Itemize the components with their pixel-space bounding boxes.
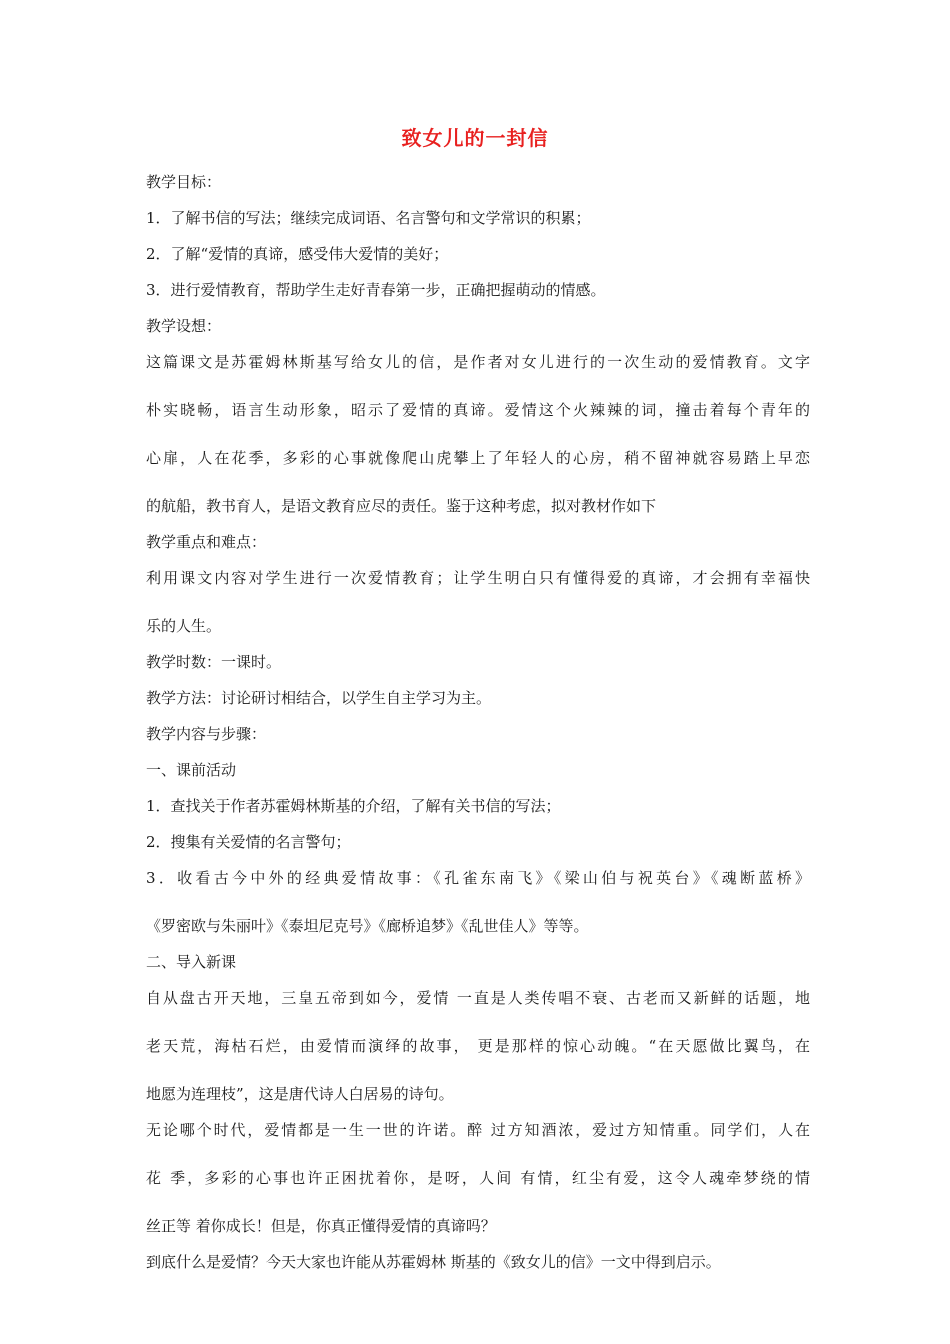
- paragraph-line: 3．收看古今中外的经典爱情故事：《孔雀东南飞》《梁山伯与祝英台》《魂断蓝桥》: [146, 869, 810, 887]
- paragraph-line: 这篇课文是苏霍姆林斯基写给女儿的信，是作者对女儿进行的一次生动的爱情教育。文字: [146, 353, 810, 371]
- paragraph-line: 丝正等 着你成长！但是，你真正懂得爱情的真谛吗？: [146, 1217, 496, 1235]
- goal-item-2: 2．了解“爱情的真谛，感受伟大爱情的美好；: [146, 245, 449, 263]
- paragraph-line: 老天荒，海枯石烂，由爱情而演绎的故事， 更是那样的惊心动魄。“在天愿做比翼鸟，在: [146, 1037, 810, 1055]
- paragraph-line: 心扉，人在花季，多彩的心事就像爬山虎攀上了年轻人的心房，稍不留神就容易踏上早恋: [146, 449, 810, 467]
- paragraph-line: 乐的人生。: [146, 617, 222, 635]
- section-pre-class: 一、课前活动: [146, 761, 237, 779]
- paragraph-line: 的航船，教书育人，是语文教育应尽的责任。鉴于这种考虑，拟对教材作如下: [146, 497, 657, 515]
- heading-teaching-idea: 教学设想：: [146, 317, 222, 335]
- paragraph-teaching-idea: [146, 354, 810, 514]
- section-introduction: 二、导入新课: [146, 953, 237, 971]
- heading-teaching-goals: 教学目标：: [146, 173, 222, 191]
- teaching-method: 教学方法：讨论研讨相结合，以学生自主学习为主。: [146, 689, 492, 707]
- goal-item-1: 1．了解书信的写法；继续完成词语、名言警句和文学常识的积累；: [146, 209, 591, 227]
- paragraph-line: 地愿为连理枝”，这是唐代诗人白居易的诗句。: [146, 1085, 454, 1103]
- pre-class-item-3: [146, 870, 810, 934]
- goal-item-3: 3．进行爱情教育，帮助学生走好青春第一步，正确把握萌动的情感。: [146, 281, 606, 299]
- paragraph-introduction-2: [146, 1122, 810, 1234]
- document-title: 致女儿的一封信: [401, 126, 549, 150]
- pre-class-item-2: 2．搜集有关爱情的名言警句；: [146, 833, 351, 851]
- teaching-hours: 教学时数：一课时。: [146, 653, 282, 671]
- paragraph-line: 朴实晓畅，语言生动形象，昭示了爱情的真谛。爱情这个火辣辣的词，撞击着每个青年的: [146, 401, 810, 419]
- heading-key-points: 教学重点和难点：: [146, 533, 267, 551]
- paragraph-line: 《罗密欧与朱丽叶》《泰坦尼克号》《廊桥追梦》《乱世佳人》等等。: [146, 917, 589, 935]
- closing-line: 到底什么是爱情？今天大家也许能从苏霍姆林 斯基的《致女儿的信》一文中得到启示。: [146, 1253, 721, 1271]
- paragraph-line: 利用课文内容对学生进行一次爱情教育；让学生明白只有懂得爱的真谛，才会拥有幸福快: [146, 569, 810, 587]
- paragraph-key-points: [146, 570, 810, 634]
- paragraph-introduction-1: [146, 990, 810, 1102]
- document-body: [146, 174, 810, 1290]
- heading-teaching-steps: 教学内容与步骤：: [146, 725, 267, 743]
- paragraph-line: 无论哪个时代，爱情都是一生一世的许诺。醉 过方知酒浓，爱过方知情重。同学们，人在: [146, 1121, 810, 1139]
- paragraph-line: 自从盘古开天地，三皇五帝到如今，爱情 一直是人类传唱不衰、古老而又新鲜的话题，地: [146, 989, 810, 1007]
- paragraph-line: 花 季，多彩的心事也许正困扰着你，是呀，人间 有情，红尘有爱，这令人魂牵梦绕的情: [146, 1169, 810, 1187]
- pre-class-item-1: 1．查找关于作者苏霍姆林斯基的介绍，了解有关书信的写法；: [146, 797, 561, 815]
